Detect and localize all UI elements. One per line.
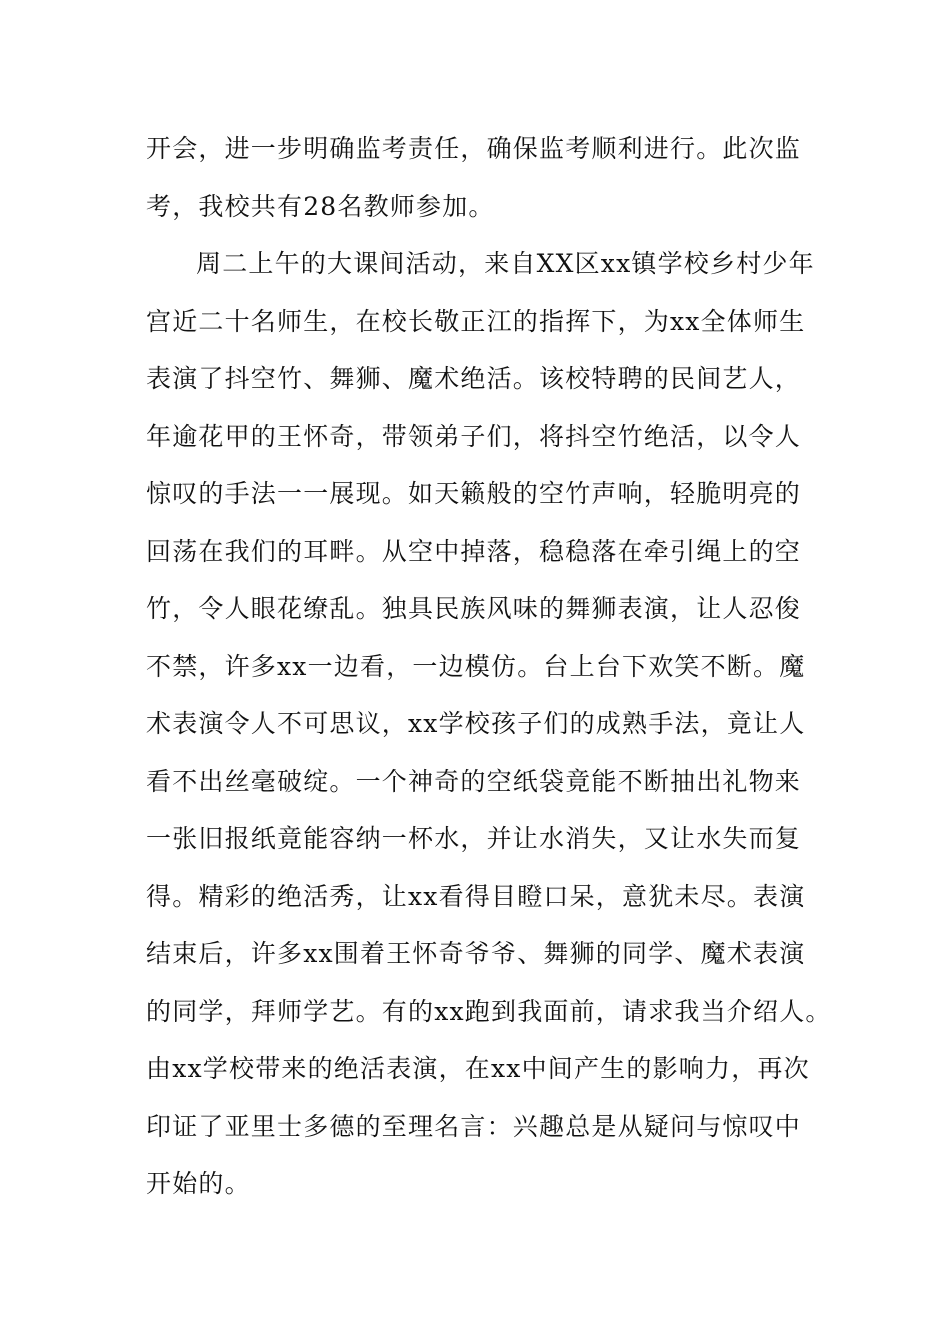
text-line: 术表演令人不可思议，xx学校孩子们的成熟手法，竟让人 (146, 709, 806, 738)
text-line: 开会，进一步明确监考责任，确保监考顺利进行。此次监 (146, 134, 802, 163)
text-line: 表演了抖空竹、舞狮、魔术绝活。该校特聘的民间艺人， (146, 364, 802, 393)
text-line: 宫近二十名师生，在校长敬正江的指挥下，为xx全体师生 (146, 306, 806, 336)
text-line: 竹，令人眼花缭乱。独具民族风味的舞狮表演，让人忍俊 (146, 594, 802, 623)
text-line: 开始的。 (146, 1169, 251, 1198)
text-line: 年逾花甲的王怀奇，带领弟子们，将抖空竹绝活，以令人 (146, 421, 802, 451)
text-line: 结束后，许多xx围着王怀奇爷爷、舞狮的同学、魔术表演 (146, 939, 806, 968)
paragraph-start-line: 周二上午的大课间活动，来自XX区xx镇学校乡村少年 (196, 249, 815, 278)
text-line: 回荡在我们的耳畔。从空中掉落，稳稳落在牵引绳上的空 (146, 536, 802, 566)
text-line: 看不出丝毫破绽。一个神奇的空纸袋竟能不断抽出礼物来 (146, 766, 802, 796)
text-line: 不禁，许多xx一边看，一边模仿。台上台下欢笑不断。魔 (146, 651, 806, 681)
body-text (146, 120, 846, 1213)
text-line: 考，我校共有28名教师参加。 (146, 191, 495, 221)
text-line: 惊叹的手法一一展现。如天籁般的空竹声响，轻脆明亮的 (146, 479, 802, 508)
text-line: 的同学，拜师学艺。有的xx跑到我面前，请求我当介绍人。 (146, 996, 832, 1026)
text-line: 得。精彩的绝活秀，让xx看得目瞪口呆，意犹未尽。表演 (146, 881, 806, 911)
text-line: 由xx学校带来的绝活表演，在xx中间产生的影响力，再次 (146, 1054, 810, 1083)
text-line: 印证了亚里士多德的至理名言：兴趣总是从疑问与惊叹中 (146, 1111, 802, 1141)
text-line: 一张旧报纸竟能容纳一杯水，并让水消失，又让水失而复 (146, 824, 802, 853)
